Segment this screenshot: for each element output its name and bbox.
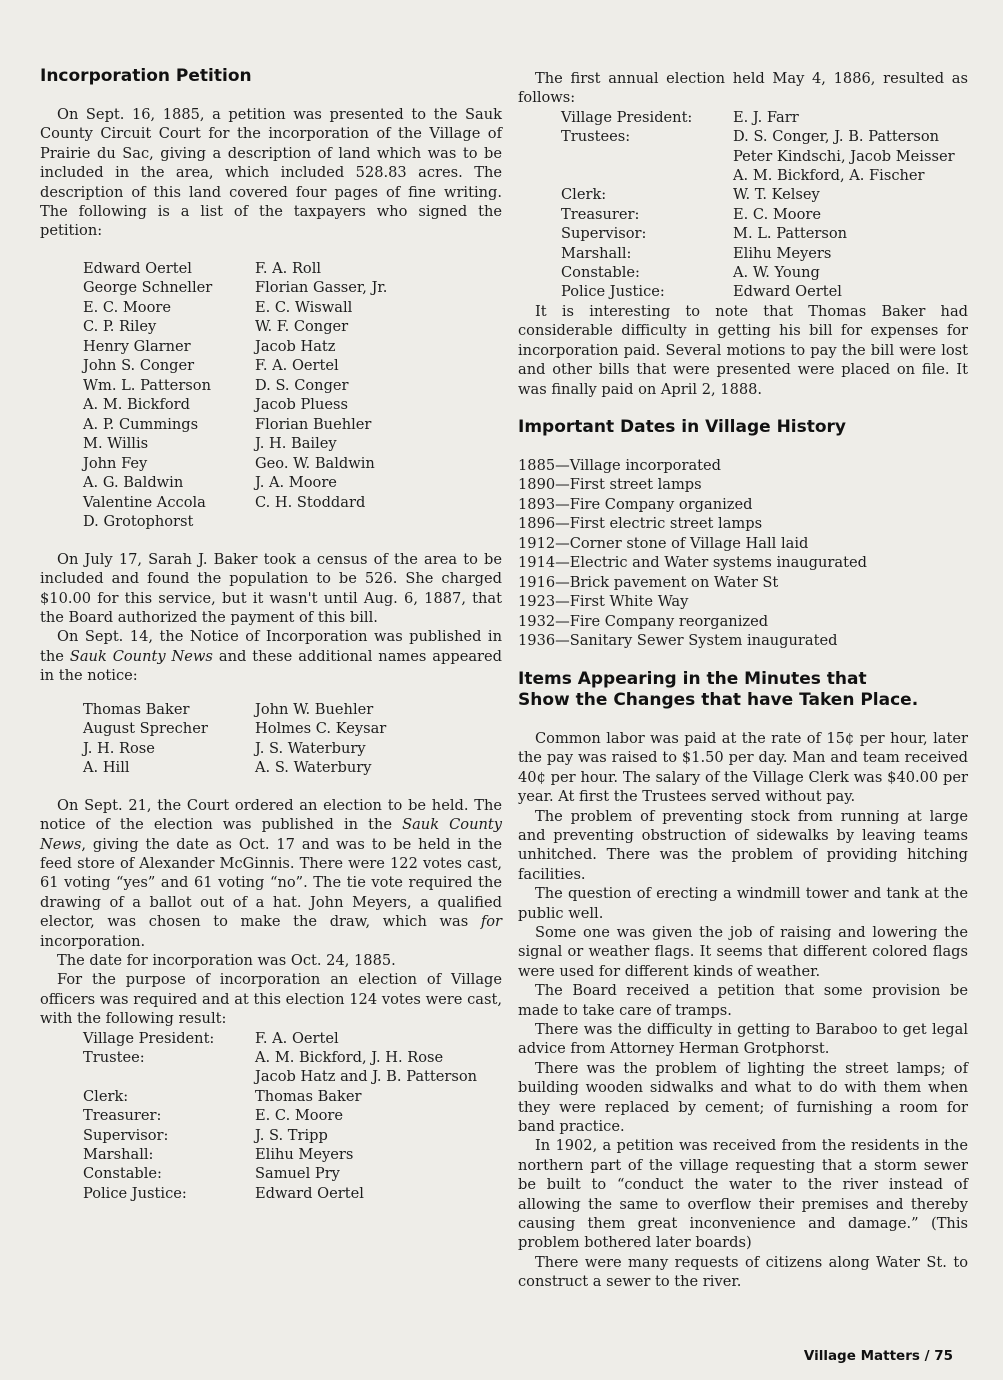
date-item: 1932—Fire Company reorganized <box>518 612 769 630</box>
officer-role: Treasurer: <box>561 205 640 223</box>
notice-names-list <box>83 700 502 778</box>
signer-name: Jacob Hatz <box>255 337 336 355</box>
date-item: 1912—Corner stone of Village Hall laid <box>518 534 809 552</box>
signer-name: Florian Buehler <box>255 415 372 433</box>
left-column <box>40 66 502 1203</box>
annual-election-paragraph: The first annual election held May 4, 1886, resulted as follows: <box>518 70 968 107</box>
signer-name: Henry Glarner <box>83 337 191 355</box>
notice-paragraph: On Sept. 14, the Notice of Incorporation was published in the Sauk County News and these additional names appeared in the notice: <box>40 628 502 685</box>
notice-name: A. Hill <box>83 759 130 777</box>
officer-name: Elihu Meyers <box>255 1146 354 1163</box>
officer-name: J. S. Tripp <box>255 1126 328 1144</box>
minutes-item: The Board received a petition that some provision be made to take care of tramps. <box>518 982 968 1019</box>
notice-name: J. H. Rose <box>83 739 155 757</box>
officer-role: Trustees: <box>561 128 631 146</box>
date-item: 1916—Brick pavement on Water St <box>518 573 779 591</box>
officer-name: E. C. Moore <box>733 205 821 223</box>
right-column <box>518 69 968 1292</box>
minutes-item: The problem of preventing stock from running at large and preventing obstruction of sidewalks by leaving teams unhitched. There was the problem of providing hitching facilities. <box>518 807 968 883</box>
officer-name: Edward Oertel <box>733 283 842 301</box>
officer-role: Village President: <box>83 1029 215 1047</box>
officer-role: Trustee: <box>83 1048 145 1066</box>
annual-officers-list <box>561 108 968 302</box>
notice-name: J. S. Waterbury <box>255 739 366 757</box>
officer-role: Clerk: <box>561 186 607 204</box>
officer-name: M. L. Patterson <box>733 225 848 243</box>
officer-name: Peter Kindschi, Jacob Meisser <box>733 147 955 165</box>
date-item: 1914—Electric and Water systems inaugurated <box>518 554 867 572</box>
officer-name: W. T. Kelsey <box>733 186 820 204</box>
officer-name: Edward Oertel <box>255 1184 364 1202</box>
officer-name: F. A. Oertel <box>255 1029 339 1047</box>
date-item: 1923—First White Way <box>518 593 689 611</box>
officer-role: Police Justice: <box>83 1184 187 1202</box>
officer-role: Village President: <box>561 108 693 126</box>
minutes-item: There was the problem of lighting the street lamps; of building wooden sidwalks and what to do with them when they were replaced by cement; of furnishing a room for band practice. <box>518 1059 968 1136</box>
officer-name: A. M. Bickford, A. Fischer <box>733 167 925 185</box>
officer-role: Police Justice: <box>561 283 665 301</box>
signer-name: Wm. L. Patterson <box>83 376 211 394</box>
election-paragraph: On Sept. 21, the Court ordered an election to be held. The notice of the election was published in the Sauk County News, giving the date as Oct. 17 and was to be held in the feed store of Alexander McGinnis. There were 122 votes cast, 61 voting “yes” and 61 voting “no”. The tie vote required the drawing of a ballot out of a hat. John Meyers, a qualified elector, was chosen to make the draw, which was for incorporation. <box>40 796 502 950</box>
signer-name: W. F. Conger <box>255 318 349 336</box>
notice-name: Holmes C. Keysar <box>255 720 387 738</box>
important-dates-heading: Important Dates in Village History <box>518 416 847 437</box>
signer-name: Edward Oertel <box>83 259 192 277</box>
signer-name: Jacob Pluess <box>255 396 348 414</box>
minutes-item: There was the difficulty in getting to Baraboo to get legal advice from Attorney Herman Grotphorst. <box>518 1021 968 1058</box>
petition-paragraph: On Sept. 16, 1885, a petition was presented to the Sauk County Circuit Court for the incorporation of the Village of Prairie du Sac, giving a description of land which was to be included in the area, which included 528.83 acres. The description of this land covered four pages of fine writing. The following is a list of the taxpayers who signed the petition: <box>40 106 502 240</box>
officer-role: Supervisor: <box>83 1126 169 1144</box>
signer-name: F. A. Roll <box>255 259 322 277</box>
officer-name: E. J. Farr <box>733 108 799 126</box>
officer-name: E. C. Moore <box>255 1107 343 1125</box>
signer-name: E. C. Wiswall <box>255 298 353 316</box>
signer-name: J. H. Bailey <box>255 435 337 453</box>
signers-list <box>83 259 502 532</box>
officer-role: Treasurer: <box>83 1107 162 1125</box>
minutes-item: In 1902, a petition was received from the residents in the northern part of the village requesting that a storm sewer be built to “conduct the water to the river instead of allowing the same to overflow their premises and thereby causing them great inconvenience and damage.” (This problem bothered later boards) <box>518 1137 968 1252</box>
date-item: 1885—Village incorporated <box>518 456 721 474</box>
officer-role: Constable: <box>83 1165 162 1183</box>
officer-name: A. W. Young <box>733 264 820 282</box>
minutes-item: There were many requests of citizens along Water St. to construct a sewer to the river. <box>518 1253 968 1291</box>
signer-name: Florian Gasser, Jr. <box>255 279 388 297</box>
signer-name: A. M. Bickford <box>83 396 190 414</box>
page-footer: Village Matters / 75 <box>803 1348 953 1364</box>
officer-name: Elihu Meyers <box>733 244 832 262</box>
officer-name: A. M. Bickford, J. H. Rose <box>255 1048 444 1066</box>
signer-name: A. P. Cummings <box>83 415 199 433</box>
notice-name: A. S. Waterbury <box>255 759 372 777</box>
date-item: 1896—First electric street lamps <box>518 515 763 533</box>
signer-name: John Fey <box>83 454 148 472</box>
signer-name: C. P. Riley <box>83 318 157 336</box>
signer-name: J. A. Moore <box>255 474 337 492</box>
notice-name: August Sprecher <box>83 720 208 738</box>
officer-role: Supervisor: <box>561 225 647 243</box>
signer-name: E. C. Moore <box>83 298 171 316</box>
officers-election-paragraph: For the purpose of incorporation an election of Village officers was required and at this election 124 votes were cast, with the following result: <box>40 971 502 1028</box>
incorporation-date-paragraph: The date for incorporation was Oct. 24, 1885. <box>57 951 396 969</box>
officer-role: Constable: <box>561 264 640 282</box>
first-officers-list <box>83 1029 502 1204</box>
notice-name: John W. Buehler <box>255 700 374 718</box>
date-item: 1936—Sanitary Sewer System inaugurated <box>518 632 838 650</box>
important-dates-list <box>518 456 968 651</box>
minutes-item: Common labor was paid at the rate of 15¢ per hour, later the pay was raised to $1.50 per day. Man and team received 40¢ per hour. The salary of the Village Clerk was $40.00 per year. At first the Trustees served without pay. <box>518 729 968 806</box>
signer-name: John S. Conger <box>83 357 195 375</box>
signer-name: D. S. Conger <box>255 376 349 394</box>
signer-name: D. Grotophorst <box>83 513 194 531</box>
officer-role: Marshall: <box>561 244 632 262</box>
notice-name: Thomas Baker <box>83 700 190 718</box>
signer-name: F. A. Oertel <box>255 357 339 375</box>
officer-name: D. S. Conger, J. B. Patterson <box>733 128 940 146</box>
incorporation-petition-heading: Incorporation Petition <box>40 66 252 86</box>
census-paragraph: On July 17, Sarah J. Baker took a census of the area to be included and found the population to be 526. She charged $10.00 for this service, but it wasn't until Aug. 6, 1887, that the Board authorized the payment of this bill. <box>40 550 502 627</box>
signer-name: A. G. Baldwin <box>83 474 184 492</box>
minutes-item: Some one was given the job of raising and lowering the signal or weather flags. It seems that different colored flags were used for different kinds of weather. <box>518 923 968 980</box>
date-item: 1893—Fire Company organized <box>518 495 753 513</box>
officer-role: Clerk: <box>83 1087 129 1105</box>
signer-name: M. Willis <box>83 435 149 453</box>
date-item: 1890—First street lamps <box>518 476 702 494</box>
minutes-item: The question of erecting a windmill tower and tank at the public well. <box>518 885 968 922</box>
signer-name: C. H. Stoddard <box>255 493 366 511</box>
signer-name: Geo. W. Baldwin <box>255 454 375 472</box>
signer-name <box>255 512 445 532</box>
officer-name: Jacob Hatz and J. B. Patterson <box>255 1068 478 1086</box>
officer-role: Marshall: <box>83 1146 154 1163</box>
minutes-items-heading: Items Appearing in the Minutes that Show the Changes that have Taken Place. <box>518 668 919 710</box>
signer-name: Valentine Accola <box>83 493 206 511</box>
officer-name: Samuel Pry <box>255 1165 340 1183</box>
officer-name: Thomas Baker <box>255 1087 362 1105</box>
baker-bill-paragraph: It is interesting to note that Thomas Baker had considerable difficulty in getting his bill for expenses for incorporation paid. Several motions to pay the bill were lost and other bills that were presented were placed on file. It was finally paid on April 2, 1888. <box>518 302 968 398</box>
signer-name: George Schneller <box>83 279 213 297</box>
